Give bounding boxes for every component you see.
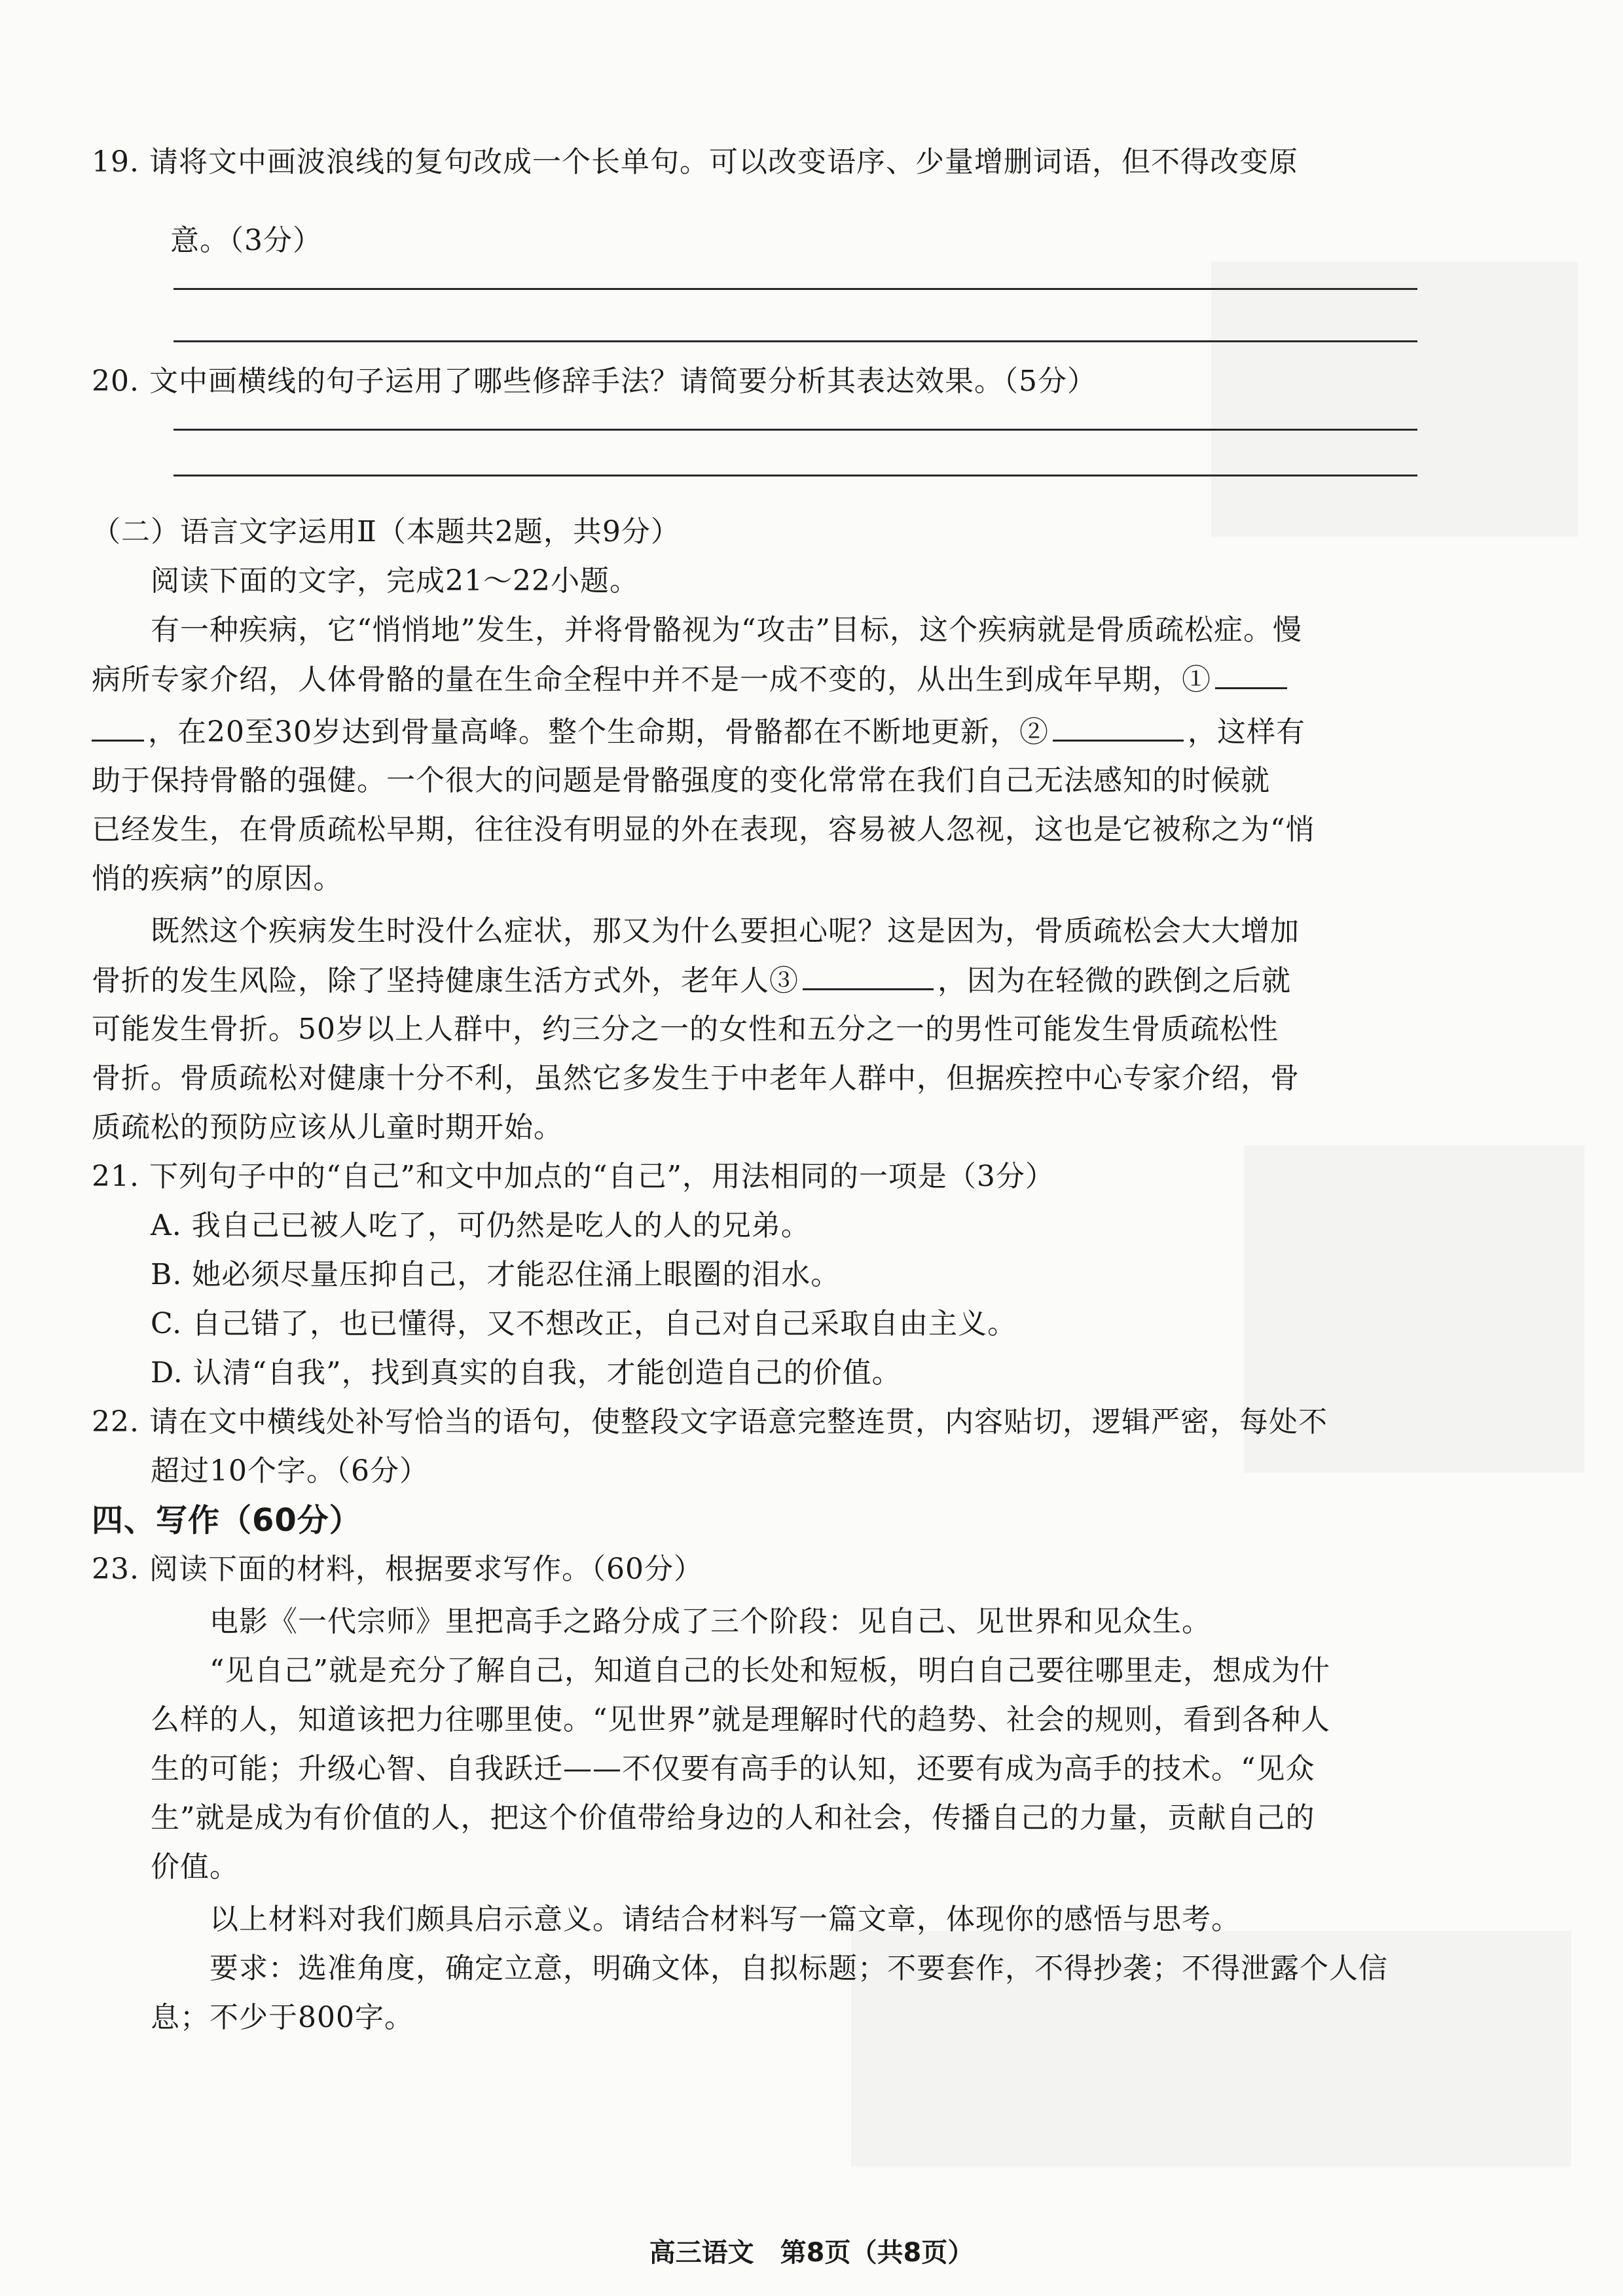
blank-3-field[interactable] — [803, 962, 934, 990]
q21-option-b[interactable]: B. 她必须尽量压抑自己，才能忍住涌上眼圈的泪水。 — [151, 1258, 841, 1291]
passage-p1-line3 — [92, 713, 1305, 751]
q23-material-line3: 么样的人，知道该把力往哪里使。“见世界”就是理解时代的趋势、社会的规则，看到各种人 — [151, 1703, 1330, 1736]
passage-text: 病所专家介绍，人体骨骼的量在生命全程中并不是一成不变的，从出生到成年早期，① — [92, 663, 1211, 696]
passage-p1-line1: 有一种疾病，它“悄悄地”发生，并将骨骼视为“攻击”目标，这个疾病就是骨质疏松症。慢 — [151, 613, 1302, 647]
passage-p1-line5: 已经发生，在骨质疏松早期，往往没有明显的外在表现，容易被人忽视，这也是它被称之为“悄 — [92, 813, 1315, 846]
section2-intro: 阅读下面的文字，完成21～22小题。 — [151, 564, 639, 598]
passage-p1-line2 — [92, 661, 1291, 698]
q22-stem-line1: 22. 请在文中横线处补写恰当的语句，使整段文字语意完整连贯，内容贴切，逻辑严密，每处不 — [92, 1405, 1328, 1439]
q19-stem-line2: 意。（3分） — [170, 224, 322, 257]
q23-material-line5: 生”就是成为有价值的人，把这个价值带给身边的人和社会，传播自己的力量，贡献自己的 — [151, 1801, 1315, 1835]
q19-answer-line[interactable] — [173, 288, 1417, 290]
page-footer: 高三语文 第8页（共8页） — [649, 2238, 974, 2268]
q23-requirements-line2: 息；不少于800字。 — [151, 2001, 414, 2034]
passage-p1-line4: 助于保持骨骼的强健。一个很大的问题是骨骼强度的变化常常在我们自己无法感知的时候就 — [92, 764, 1270, 797]
q21-option-d[interactable]: D. 认清“自我”，找到真实的自我，才能创造自己的价值。 — [151, 1356, 902, 1390]
blank-1-field-continued[interactable] — [92, 713, 144, 742]
q20-answer-line[interactable] — [173, 429, 1417, 431]
q23-stem: 23. 阅读下面的材料，根据要求写作。（60分） — [92, 1552, 703, 1586]
passage-p2-line4: 骨折。骨质疏松对健康十分不利，虽然它多发生于中老年人群中，但据疾控中心专家介绍，骨 — [92, 1062, 1300, 1095]
passage-text: 骨折的发生风险，除了坚持健康生活方式外，老年人③ — [92, 964, 799, 997]
q23-material-line6: 价值。 — [151, 1850, 239, 1884]
q23-prompt: 以上材料对我们颇具启示意义。请结合材料写一篇文章，体现你的感悟与思考。 — [210, 1903, 1241, 1936]
passage-p1-line6: 悄的疾病”的原因。 — [92, 862, 343, 895]
q19-stem-line1: 19. 请将文中画波浪线的复句改成一个长单句。可以改变语序、少量增删词语，但不得改变原 — [92, 145, 1298, 179]
q22-stem-line2: 超过10个字。（6分） — [151, 1454, 429, 1488]
bleed-through-area — [1211, 262, 1578, 537]
passage-text: ，在20至30岁达到骨量高峰。整个生命期，骨骼都在不断地更新，② — [148, 715, 1049, 749]
q21-stem: 21. 下列句子中的“自己”和文中加点的“自己”，用法相同的一项是（3分） — [92, 1160, 1055, 1193]
blank-2-field[interactable] — [1053, 713, 1184, 742]
passage-text: ，因为在轻微的跌倒之后就 — [938, 964, 1291, 997]
passage-text: ，这样有 — [1187, 715, 1305, 749]
q19-answer-line[interactable] — [173, 340, 1417, 342]
q21-option-a[interactable]: A. 我自己已被人吃了，可仍然是吃人的人的兄弟。 — [151, 1209, 811, 1242]
q21-option-c[interactable]: C. 自己错了，也已懂得，又不想改正，自己对自己采取自由主义。 — [151, 1307, 1017, 1340]
passage-p2-line3: 可能发生骨折。50岁以上人群中，约三分之一的女性和五分之一的男性可能发生骨质疏松性 — [92, 1013, 1279, 1046]
passage-p2-line2 — [92, 962, 1291, 999]
passage-p2-line5: 质疏松的预防应该从儿童时期开始。 — [92, 1111, 563, 1144]
section2-title: （二）语言文字运用Ⅱ（本题共2题，共9分） — [92, 515, 680, 548]
passage-p2-line1: 既然这个疾病发生时没什么症状，那又为什么要担心呢？这是因为，骨质疏松会大大增加 — [151, 914, 1300, 948]
q20-answer-line[interactable] — [173, 475, 1417, 476]
q23-material-line4: 生的可能；升级心智、自我跃迁——不仅要有高手的认知，还要有成为高手的技术。“见众 — [151, 1752, 1315, 1785]
section4-title: 四、写作（60分） — [92, 1502, 361, 1539]
q23-requirements-line1: 要求：选准角度，确定立意，明确文体，自拟标题；不要套作，不得抄袭；不得泄露个人信 — [210, 1952, 1388, 1985]
q23-material-line1: 电影《一代宗师》里把高手之路分成了三个阶段：见自己、见世界和见众生。 — [210, 1605, 1211, 1638]
q23-material-line2: “见自己”就是充分了解自己，知道自己的长处和短板，明白自己要往哪里走，想成为什 — [210, 1654, 1330, 1687]
q20-stem: 20. 文中画横线的句子运用了哪些修辞手法？请简要分析其表达效果。（5分） — [92, 365, 1097, 398]
blank-1-field[interactable] — [1215, 661, 1287, 689]
